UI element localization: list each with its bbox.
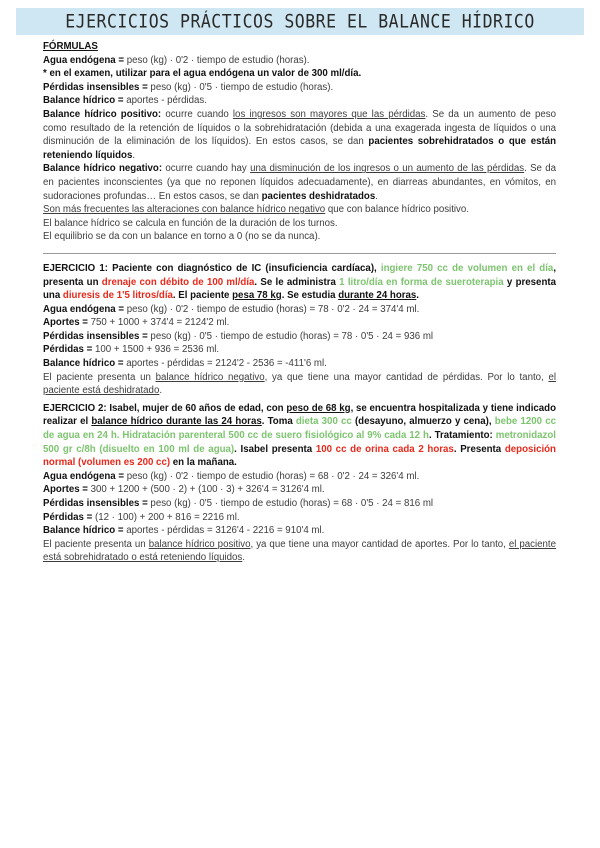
formula-agua-endogena: Agua endógena = peso (kg) · 0'2 · tiempo de estudio (horas).: [43, 54, 310, 66]
exercise-2-statement: EJERCICIO 2: Isabel, mujer de 60 años de edad, con peso de 68 kg, se encuentra hospitalizada y tiene indicado realizar el balance hídrico durante las 24 horas. Toma dieta 300 cc (desayuno, almuerzo y cena), bebe 1200 cc de agua en 24 h. Hidratación parenteral 500 cc de suero fisiológico al 9% cada 12 h. Tratamiento: metronidazol 500 gr c/8h (disuelto en 100 ml de agua). Isabel presenta 100 cc de orina cada 2 horas. Presenta deposición normal (volumen es 200 cc) en la mañana.: [43, 402, 557, 469]
title-banner: [16, 8, 584, 35]
exercise-1-aportes: Aportes = 750 + 1000 + 374'4 = 2124'2 ml.: [43, 317, 230, 329]
exercise-1-agua-endogena: Agua endógena = peso (kg) · 0'2 · tiempo de estudio (horas) = 78 · 0'2 · 24 = 374'4 ml.: [43, 303, 420, 315]
balance-positivo-definition: Balance hídrico positivo: ocurre cuando los ingresos son mayores que las pérdidas. Se da un aumento de peso como resultado de la retención de líquidos o la sobrehidratación (debida a una exagerada ingesta de líquidos o una disminución de la eliminación de los líquidos). En estos casos, se dan pacientes sobrehidratados o que están reteniendo líquidos.: [43, 108, 557, 161]
exercise-1-perdidas: Pérdidas = 100 + 1500 + 936 = 2536 ml.: [43, 344, 220, 356]
exercise-2-agua-endogena: Agua endógena = peso (kg) · 0'2 · tiempo de estudio (horas) = 68 · 0'2 · 24 = 326'4 ml.: [43, 470, 420, 482]
page-title: EJERCICIOS PRÁCTICOS SOBRE EL BALANCE HÍDRICO: [65, 10, 535, 33]
exercise-1-statement: EJERCICIO 1: Paciente con diagnóstico de IC (insuficiencia cardíaca), ingiere 750 cc de volumen en el día, presenta un drenaje con débito de 100 ml/día. Se le administra 1 litro/día en forma de sueroterapia y presenta una diuresis de 1'5 litros/día. El paciente pesa 78 kg. Se estudia durante 24 horas.: [43, 262, 557, 302]
exercise-2-aportes: Aportes = 300 + 1200 + (500 · 2) + (100 · 3) + 326'4 = 3126'4 ml.: [43, 484, 325, 496]
document-body: [43, 40, 556, 565]
calculation-note: El balance hídrico se calcula en función de la duración de los turnos.: [43, 217, 338, 229]
equilibrium-note: El equilibrio se da con un balance en torno a 0 (no se da nunca).: [43, 231, 321, 243]
formulas-heading: FÓRMULAS: [43, 41, 98, 52]
section-divider: [43, 253, 556, 254]
frequency-note: Son más frecuentes las alteraciones con balance hídrico negativo que con balance hídrico positivo.: [43, 204, 469, 216]
exercise-2-conclusion: El paciente presenta un balance hídrico positivo, ya que tiene una mayor cantidad de aportes. Por lo tanto, el paciente está sobrehidratado o está reteniendo líquidos.: [43, 538, 557, 564]
exercise-2-perdidas-insensibles: Pérdidas insensibles = peso (kg) · 0'5 · tiempo de estudio (horas) = 68 · 0'5 · 24 = 816 ml: [43, 498, 434, 509]
balance-negativo-definition: Balance hídrico negativo: ocurre cuando hay una disminución de los ingresos o un aumento de las pérdidas. Se da en pacientes inconscientes (ya que no reponen líquidos adecuadamente), en diarreas abundantes, en vómitos, en sudoraciones profundas… En estos casos, se dan pacientes deshidratados.: [43, 163, 556, 202]
exercise-1-conclusion: El paciente presenta un balance hídrico negativo, ya que tiene una mayor cantidad de pérdidas. Por lo tanto, el paciente está deshidratado.: [43, 371, 556, 397]
exercise-1-balance: Balance hídrico = aportes - pérdidas = 2124'2 - 2536 = -411'6 ml.: [43, 358, 327, 370]
exercise-2-perdidas: Pérdidas = (12 · 100) + 200 + 816 = 2216 ml.: [43, 511, 240, 523]
exercise-1-perdidas-insensibles: Pérdidas insensibles = peso (kg) · 0'5 · tiempo de estudio (horas) = 78 · 0'5 · 24 = 936 ml: [43, 330, 434, 342]
exercise-2-balance: Balance hídrico = aportes - pérdidas = 3126'4 - 2216 = 910'4 ml.: [43, 525, 325, 537]
formula-perdidas-insensibles: Pérdidas insensibles = peso (kg) · 0'5 · tiempo de estudio (horas).: [43, 81, 334, 93]
exam-note: * en el examen, utilizar para el agua endógena un valor de 300 ml/día.: [43, 68, 362, 80]
formula-balance-hidrico: Balance hídrico = aportes - pérdidas.: [43, 95, 207, 107]
